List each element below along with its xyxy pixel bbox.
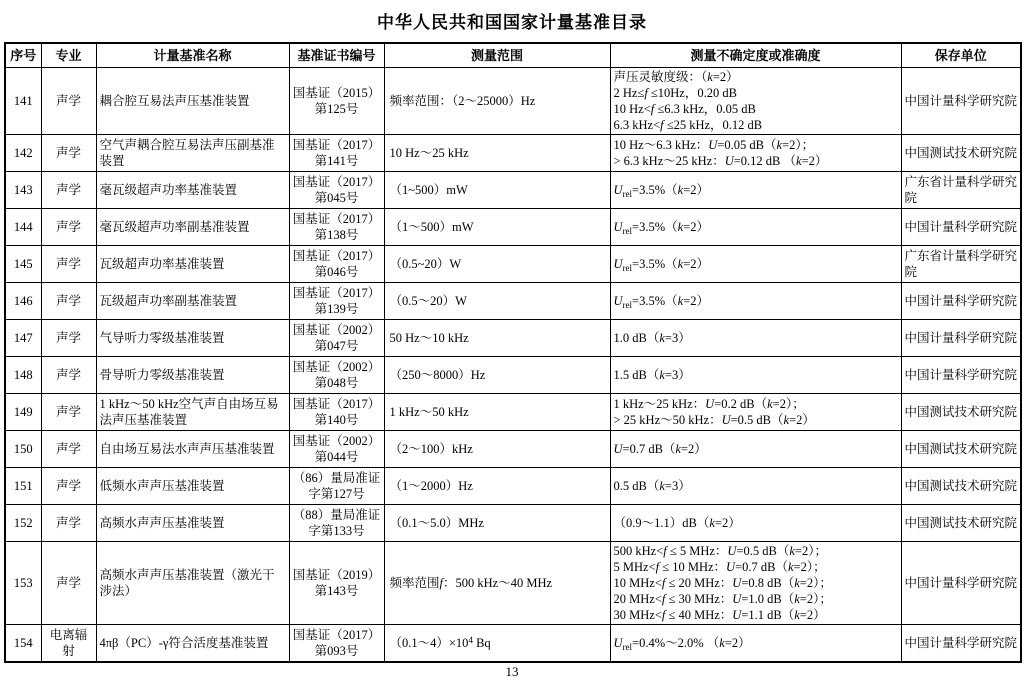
cell-seq: 153 bbox=[5, 542, 41, 625]
cell-keeper: 中国计量科学研究院 bbox=[901, 320, 1021, 357]
cell-keeper: 中国测试技术研究院 bbox=[901, 394, 1021, 431]
cell-cert: 国基证（2017） 第046号 bbox=[289, 246, 384, 283]
cell-cert: （86）量局准证 字第127号 bbox=[289, 468, 384, 505]
cell-field: 电离辐射 bbox=[41, 625, 96, 663]
cell-name: 自由场互易法水声声压基准装置 bbox=[96, 431, 289, 468]
cell-name: 空气声耦合腔互易法声压副基准装置 bbox=[96, 135, 289, 172]
cell-cert: 国基证（2017） 第140号 bbox=[289, 394, 384, 431]
cell-keeper: 中国测试技术研究院 bbox=[901, 135, 1021, 172]
table-row bbox=[5, 172, 1021, 209]
cell-name: 高频水声声压基准装置 bbox=[96, 505, 289, 542]
cell-seq: 145 bbox=[5, 246, 41, 283]
cell-uncertainty: 0.5 dB（k=3） bbox=[610, 468, 901, 505]
header-row bbox=[5, 43, 1021, 68]
cell-field: 声学 bbox=[41, 283, 96, 320]
cell-seq: 151 bbox=[5, 468, 41, 505]
cell-name: 瓦级超声功率副基准装置 bbox=[96, 283, 289, 320]
cell-keeper: 中国计量科学研究院 bbox=[901, 357, 1021, 394]
cell-uncertainty: 1 kHz～25 kHz：U=0.2 dB（k=2）； > 25 kHz～50 kHz：U=0.5 dB（k=2） bbox=[610, 394, 901, 431]
cell-keeper: 中国测试技术研究院 bbox=[901, 505, 1021, 542]
table-row bbox=[5, 468, 1021, 505]
cell-seq: 143 bbox=[5, 172, 41, 209]
cell-seq: 154 bbox=[5, 625, 41, 663]
cell-range: （0.1～5.0）MHz bbox=[384, 505, 610, 542]
cell-uncertainty: 声压灵敏度级：（k=2） 2 Hz≤f ≤10Hz，0.20 dB 10 Hz<f ≤6.3 kHz，0.05 dB 6.3 kHz<f ≤25 kHz，0.12 dB bbox=[610, 68, 901, 135]
cell-range: 10 Hz～25 kHz bbox=[384, 135, 610, 172]
cell-field: 声学 bbox=[41, 246, 96, 283]
cell-cert: 国基证（2002） 第044号 bbox=[289, 431, 384, 468]
table-row bbox=[5, 431, 1021, 468]
cell-range: $(0.1\sim 4)\times 10^4$ Bq bbox=[384, 625, 610, 663]
cell-uncertainty: $U_{rel}=3.5\%(k=2)$ bbox=[610, 172, 901, 209]
cell-field: 声学 bbox=[41, 357, 96, 394]
standards-table bbox=[4, 42, 1022, 663]
header-cert: 基准证书编号 bbox=[289, 43, 384, 68]
cell-uncertainty: 1.5 dB（k=3） bbox=[610, 357, 901, 394]
cell-cert: （88）量局准证 字第133号 bbox=[289, 505, 384, 542]
page-title: 中华人民共和国国家计量基准目录 bbox=[377, 13, 647, 32]
cell-seq: 148 bbox=[5, 357, 41, 394]
cell-keeper: 中国计量科学研究院 bbox=[901, 68, 1021, 135]
table-row bbox=[5, 625, 1021, 663]
cell-name: 气导听力零级基准装置 bbox=[96, 320, 289, 357]
table-row bbox=[5, 283, 1021, 320]
cell-field: 声学 bbox=[41, 172, 96, 209]
cell-seq: 141 bbox=[5, 68, 41, 135]
cell-name: 4πβ（PC）-γ符合活度基准装置 bbox=[96, 625, 289, 663]
cell-name: 耦合腔互易法声压基准装置 bbox=[96, 68, 289, 135]
header-seq: 序号 bbox=[5, 43, 41, 68]
cell-keeper: 中国计量科学研究院 bbox=[901, 209, 1021, 246]
cell-name: 骨导听力零级基准装置 bbox=[96, 357, 289, 394]
cell-cert: 国基证（2002） 第048号 bbox=[289, 357, 384, 394]
cell-uncertainty: $U_{rel}=3.5\%(k=2)$ bbox=[610, 209, 901, 246]
cell-field: 声学 bbox=[41, 394, 96, 431]
cell-field: 声学 bbox=[41, 505, 96, 542]
cell-field: 声学 bbox=[41, 320, 96, 357]
cell-range: （1～500）mW bbox=[384, 209, 610, 246]
cell-uncertainty: $U_{rel}=3.5\%(k=2)$ bbox=[610, 246, 901, 283]
table-row bbox=[5, 505, 1021, 542]
cell-keeper: 中国计量科学研究院 bbox=[901, 283, 1021, 320]
cell-name: 低频水声声压基准装置 bbox=[96, 468, 289, 505]
header-range: 测量范围 bbox=[384, 43, 610, 68]
cell-uncertainty: 10 Hz～6.3 kHz：U=0.05 dB（k=2）； > 6.3 kHz～25 kHz：U=0.12 dB （k=2） bbox=[610, 135, 901, 172]
cell-range: 频率范围f：500 kHz～40 MHz bbox=[384, 542, 610, 625]
cell-uncertainty: 1.0 dB（k=3） bbox=[610, 320, 901, 357]
cell-uncertainty: U=0.7 dB（k=2） bbox=[610, 431, 901, 468]
page-number: 13 bbox=[505, 664, 519, 679]
table-body bbox=[5, 68, 1021, 663]
cell-range: 50 Hz～10 kHz bbox=[384, 320, 610, 357]
cell-range: 频率范围：（2～25000）Hz bbox=[384, 68, 610, 135]
cell-cert: 国基证（2017） 第138号 bbox=[289, 209, 384, 246]
cell-cert: 国基证（2015） 第125号 bbox=[289, 68, 384, 135]
cell-uncertainty: 500 kHz<f ≤ 5 MHz：U=0.5 dB（k=2）； 5 MHz<f ≤ 10 MHz：U=0.7 dB（k=2）； 10 MHz<f ≤ 20 MHz：U=0.8 dB（k=2）； 20 MHz<f ≤ 30 MHz：U=1.0 dB（k=2）； 30 MHz<f ≤ 40 MHz：U=1.1 dB（k=2） bbox=[610, 542, 901, 625]
cell-field: 声学 bbox=[41, 431, 96, 468]
cell-range: 1 kHz～50 kHz bbox=[384, 394, 610, 431]
header-field: 专业 bbox=[41, 43, 96, 68]
cell-keeper: 中国测试技术研究院 bbox=[901, 431, 1021, 468]
cell-range: （0.5～20）W bbox=[384, 283, 610, 320]
header-name: 计量基准名称 bbox=[96, 43, 289, 68]
cell-keeper: 中国计量科学研究院 bbox=[901, 542, 1021, 625]
cell-uncertainty: （0.9～1.1）dB（k=2） bbox=[610, 505, 901, 542]
cell-name: 1 kHz～50 kHz空气声自由场互易法声压基准装置 bbox=[96, 394, 289, 431]
cell-range: （250～8000）Hz bbox=[384, 357, 610, 394]
cell-uncertainty: $U_{rel}=0.4\%\sim 2.0\%$ （k=2） bbox=[610, 625, 901, 663]
cell-range: （1~500）mW bbox=[384, 172, 610, 209]
table-row bbox=[5, 246, 1021, 283]
table-row bbox=[5, 542, 1021, 625]
table-row bbox=[5, 135, 1021, 172]
cell-field: 声学 bbox=[41, 135, 96, 172]
cell-cert: 国基证（2017） 第141号 bbox=[289, 135, 384, 172]
table-row bbox=[5, 357, 1021, 394]
cell-field: 声学 bbox=[41, 542, 96, 625]
cell-name: 瓦级超声功率基准装置 bbox=[96, 246, 289, 283]
cell-name: 毫瓦级超声功率副基准装置 bbox=[96, 209, 289, 246]
cell-keeper: 广东省计量科学研究院 bbox=[901, 246, 1021, 283]
header-uncertainty: 测量不确定度或准确度 bbox=[610, 43, 901, 68]
table-header bbox=[5, 43, 1021, 68]
cell-seq: 152 bbox=[5, 505, 41, 542]
cell-keeper: 中国测试技术研究院 bbox=[901, 468, 1021, 505]
header-keeper: 保存单位 bbox=[901, 43, 1021, 68]
cell-cert: 国基证（2002） 第047号 bbox=[289, 320, 384, 357]
cell-cert: 国基证（2019） 第143号 bbox=[289, 542, 384, 625]
cell-cert: 国基证（2017） 第139号 bbox=[289, 283, 384, 320]
cell-name: 毫瓦级超声功率基准装置 bbox=[96, 172, 289, 209]
cell-keeper: 中国计量科学研究院 bbox=[901, 625, 1021, 663]
table-row bbox=[5, 68, 1021, 135]
cell-range: （0.5~20）W bbox=[384, 246, 610, 283]
cell-range: （2～100）kHz bbox=[384, 431, 610, 468]
table-row bbox=[5, 209, 1021, 246]
cell-seq: 150 bbox=[5, 431, 41, 468]
cell-field: 声学 bbox=[41, 68, 96, 135]
table-row bbox=[5, 394, 1021, 431]
cell-cert: 国基证（2017） 第093号 bbox=[289, 625, 384, 663]
table-row bbox=[5, 320, 1021, 357]
cell-name: 高频水声声压基准装置（激光干涉法） bbox=[96, 542, 289, 625]
cell-keeper: 广东省计量科学研究院 bbox=[901, 172, 1021, 209]
cell-seq: 147 bbox=[5, 320, 41, 357]
cell-field: 声学 bbox=[41, 209, 96, 246]
cell-cert: 国基证（2017） 第045号 bbox=[289, 172, 384, 209]
cell-range: （1～2000）Hz bbox=[384, 468, 610, 505]
cell-field: 声学 bbox=[41, 468, 96, 505]
cell-uncertainty: $U_{rel}=3.5\%(k=2)$ bbox=[610, 283, 901, 320]
cell-seq: 146 bbox=[5, 283, 41, 320]
cell-seq: 149 bbox=[5, 394, 41, 431]
cell-seq: 142 bbox=[5, 135, 41, 172]
cell-seq: 144 bbox=[5, 209, 41, 246]
